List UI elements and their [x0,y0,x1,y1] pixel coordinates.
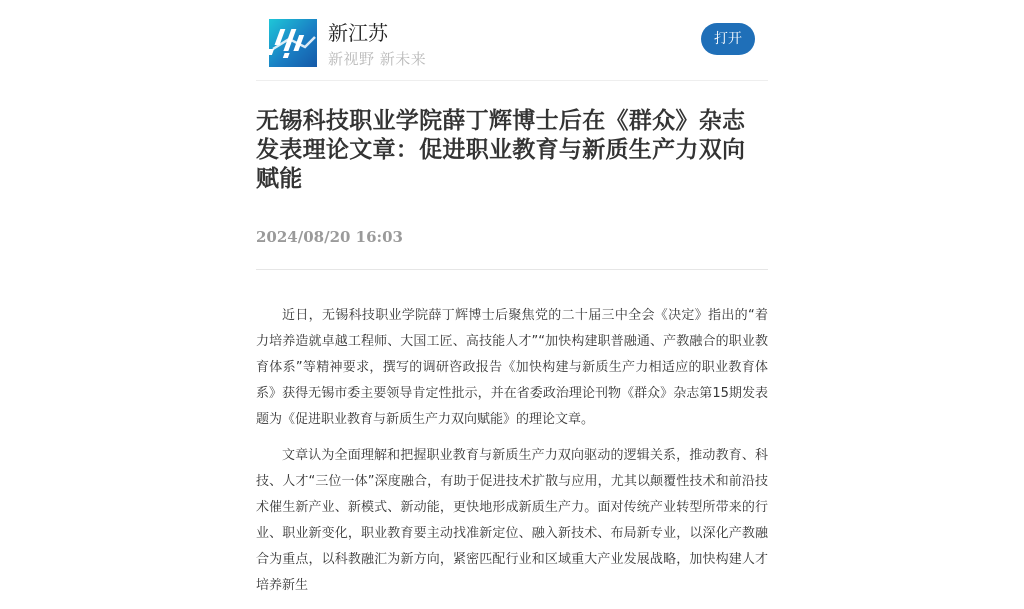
divider [256,269,768,270]
app-name: 新江苏 [328,21,388,45]
app-slogan: 新视野 新未来 [328,50,427,68]
open-app-button[interactable]: 打开 [701,23,755,55]
article-date: 2024/08/20 16:03 [256,228,403,246]
article-column [256,0,768,609]
article-title: 无锡科技职业学院薛丁辉博士后在《群众》杂志发表理论文章：促进职业教育与新质生产力双向赋能 [256,108,746,192]
article-paragraph: 近日，无锡科技职业学院薛丁辉博士后聚焦党的二十届三中全会《决定》指出的“着力培养造就卓越工程师、大国工匠、高技能人才”“加快构建职普融通、产教融合的职业教育体系”等精神要求，撰写的调研咨政报告《加快构建与新质生产力相适应的职业教育体系》获得无锡市委主要领导肯定性批示，并在省委政治理论刊物《群众》杂志第15期发表题为《促进职业教育与新质生产力双向赋能》的理论文章。 [256,308,768,427]
app-download-header [256,0,768,81]
article-paragraph: 文章认为全面理解和把握职业教育与新质生产力双向驱动的逻辑关系，推动教育、科技、人才“三位一体”深度融合，有助于促进技术扩散与应用，尤其以颠覆性技术和前沿技术催生新产业、新模式、新动能，更快地形成新质生产力。面对传统产业转型所带来的行业、职业新变化，职业教育要主动找准新定位、融入新技术、布局新专业，以深化产教融合为重点，以科教融汇为新方向，紧密匹配行业和区域重大产业发展战略，加快构建人才培养新生 [256,448,768,593]
article-body [256,303,768,599]
xinjiangsu-logo-icon [269,19,317,67]
